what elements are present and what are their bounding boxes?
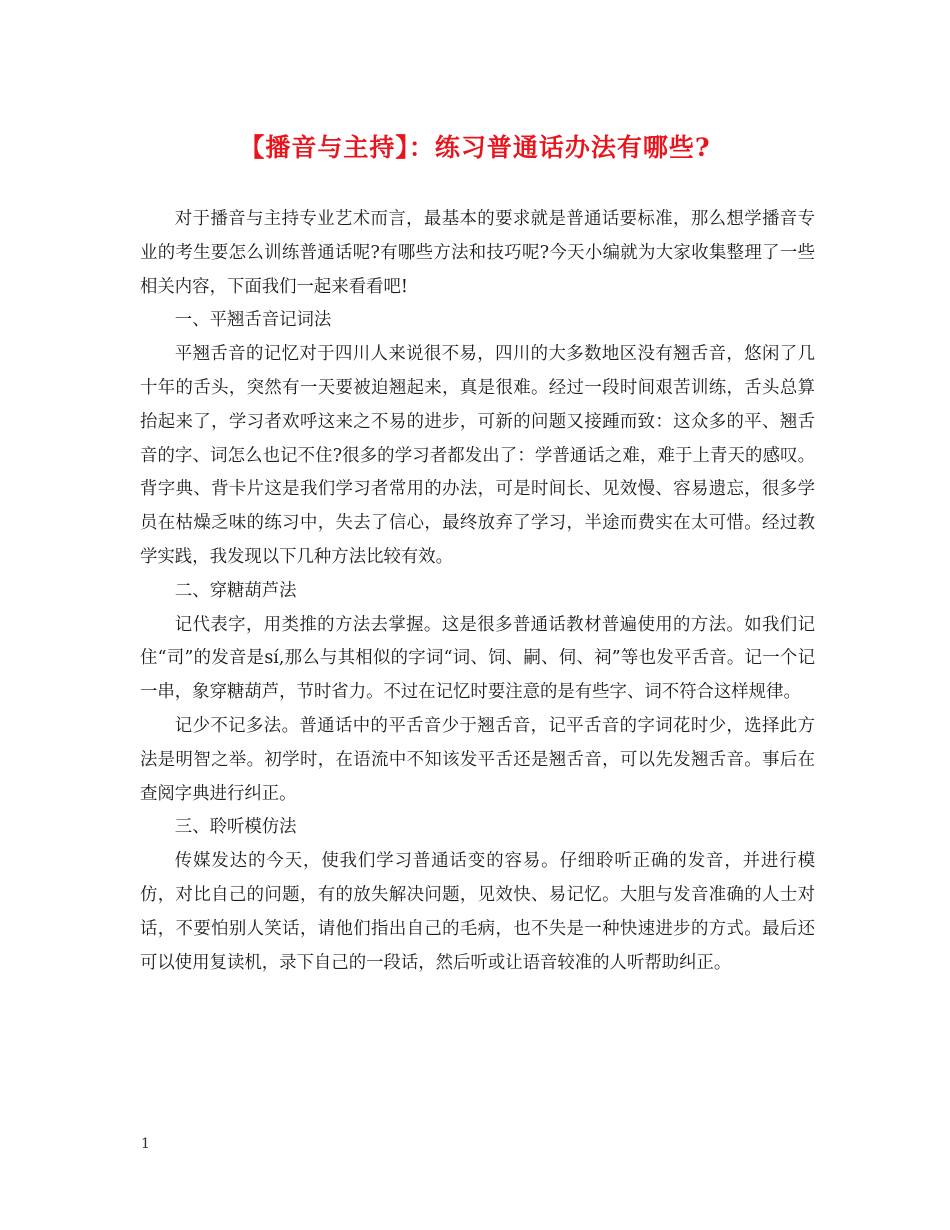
paragraph-intro: 对于播音与主持专业艺术而言，最基本的要求就是普通话要标准，那么想学播音专业的考生要怎么训练普通话呢?有哪些方法和技巧呢?今天小编就为大家收集整理了一些相关内容，下面我们一起来看看吧! bbox=[140, 209, 815, 297]
section-heading-2: 二、穿糖葫芦法 bbox=[174, 580, 297, 601]
document-body bbox=[140, 203, 815, 980]
paragraph-section-3: 传媒发达的今天，使我们学习普通话变的容易。仔细聆听正确的发音，并进行模仿，对比自己的问题，有的放失解决问题，见效快、易记忆。大胆与发音准确的人士对话，不要怕别人笑话，请他们指出自己的毛病，也不失是一种快速进步的方式。最后还可以使用复读机，录下自己的一段话，然后听或让语音较准的人听帮助纠正。 bbox=[140, 851, 815, 973]
section-heading-3: 三、聆听模仿法 bbox=[174, 817, 297, 838]
paragraph-section-1: 平翘舌音的记忆对于四川人来说很不易，四川的大多数地区没有翘舌音，悠闲了几十年的舌头，突然有一天要被迫翘起来，真是很难。经过一段时间艰苦训练，舌头总算抬起来了，学习者欢呼这来之不易的进步，可新的问题又接踵而致：这众多的平、翘舌音的字、词怎么也记不住?很多的学习者都发出了：学普通话之难，难于上青天的感叹。背字典、背卡片这是我们学习者常用的办法，可是时间长、见效慢、容易遗忘，很多学员在枯燥乏味的练习中，失去了信心，最终放弃了学习，半途而费实在太可惜。经过教学实践，我发现以下几种方法比较有效。 bbox=[140, 344, 815, 567]
page-number: 1 bbox=[141, 1136, 150, 1152]
section-heading-1: 一、平翘舌音记词法 bbox=[174, 310, 332, 331]
paragraph-section-2b: 记少不记多法。普通话中的平舌音少于翘舌音，记平舌音的字词花时少，选择此方法是明智之举。初学时，在语流中不知该发平舌还是翘舌音，可以先发翘舌音。事后在查阅字典进行纠正。 bbox=[140, 715, 815, 804]
paragraph-section-2a: 记代表字，用类推的方法去掌握。这是很多普通话教材普遍使用的方法。如我们记住“司”的发音是sí,那么与其相似的字词“词、饲、嗣、伺、祠”等也发平舌音。记一个记一串，象穿糖葫芦，节时省力。不过在记忆时要注意的是有些字、词不符合这样规律。 bbox=[140, 614, 815, 703]
document-title: 【播音与主持】：练习普通话办法有哪些? bbox=[239, 133, 711, 162]
